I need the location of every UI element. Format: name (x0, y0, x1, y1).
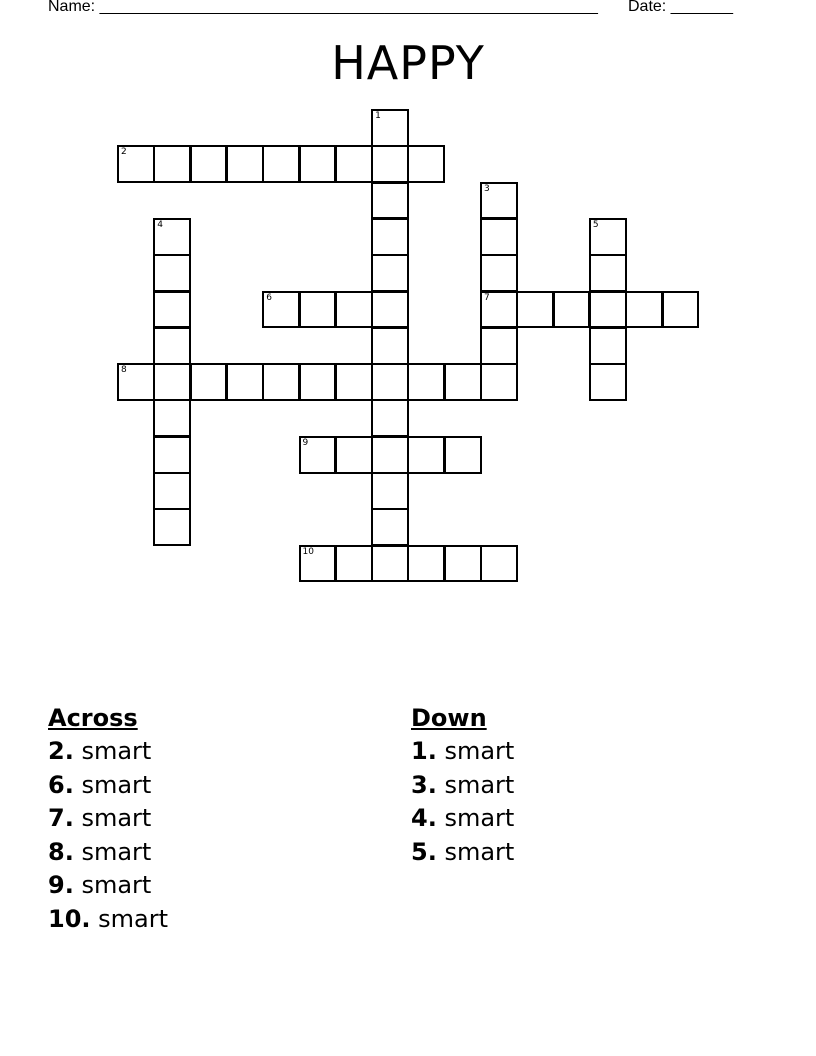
grid-cell[interactable] (190, 363, 228, 401)
clue-number: 7. (48, 804, 74, 832)
grid-cell[interactable] (371, 472, 409, 510)
grid-cell[interactable] (589, 291, 627, 329)
grid-cell[interactable] (117, 145, 155, 183)
grid-cell[interactable] (299, 436, 337, 474)
grid-cell[interactable] (480, 545, 518, 583)
clue-number: 9. (48, 871, 74, 899)
cell-number: 9 (302, 437, 309, 448)
grid-cell[interactable] (407, 145, 445, 183)
clue-number: 3. (411, 770, 437, 799)
down-clues (411, 703, 514, 869)
grid-cell[interactable] (226, 363, 264, 401)
grid-cell[interactable] (444, 436, 482, 474)
clue-text: smart (444, 804, 515, 832)
across-clue (48, 735, 168, 769)
grid-cell[interactable] (553, 291, 591, 329)
grid-cell[interactable] (299, 363, 337, 401)
grid-cell[interactable] (371, 182, 409, 220)
cell-number: 1 (375, 111, 381, 121)
down-clue (411, 735, 514, 769)
grid-cell[interactable] (589, 327, 627, 365)
clue-text: smart (81, 871, 152, 899)
grid-cell[interactable] (371, 145, 409, 183)
clue-text: smart (444, 737, 515, 765)
grid-cell[interactable] (153, 472, 191, 510)
grid-cell[interactable] (153, 291, 191, 329)
clue-number: 1. (411, 737, 437, 765)
grid-cell[interactable] (480, 254, 518, 292)
grid-cell[interactable] (262, 363, 300, 401)
grid-cell[interactable] (407, 363, 445, 401)
grid-cell[interactable] (480, 327, 518, 365)
grid-cell[interactable] (262, 145, 300, 183)
down-clue (411, 836, 514, 870)
grid-cell[interactable] (371, 218, 409, 256)
grid-cell[interactable] (444, 363, 482, 401)
grid-cell[interactable] (153, 327, 191, 365)
grid-cell[interactable] (153, 254, 191, 292)
grid-cell[interactable] (371, 254, 409, 292)
grid-cell[interactable] (589, 363, 627, 401)
clue-text: smart (81, 737, 152, 765)
grid-cell[interactable] (226, 145, 264, 183)
across-clue (48, 903, 168, 937)
grid-cell[interactable] (299, 145, 337, 183)
grid-cell[interactable] (371, 327, 409, 365)
grid-cell[interactable] (153, 145, 191, 183)
clue-number: 5. (411, 837, 437, 866)
clue-number: 10. (48, 904, 91, 933)
grid-cell[interactable] (153, 363, 191, 401)
cell-number: 3 (484, 183, 490, 194)
across-heading: Across (48, 704, 138, 732)
grid-cell[interactable] (662, 291, 700, 329)
down-clue (411, 769, 514, 803)
grid-cell[interactable] (371, 399, 409, 437)
cell-number: 7 (484, 292, 490, 303)
grid-cell[interactable] (153, 508, 191, 546)
across-clues (48, 703, 168, 936)
grid-cell[interactable] (299, 545, 337, 583)
across-clue (48, 836, 168, 870)
clue-text: smart (81, 770, 152, 799)
grid-cell[interactable] (480, 218, 518, 256)
grid-cell[interactable] (299, 291, 337, 329)
grid-cell[interactable] (371, 363, 409, 401)
across-clue (48, 769, 168, 803)
grid-cell[interactable] (371, 508, 409, 546)
clue-number: 8. (48, 837, 74, 866)
puzzle-title: HAPPY (331, 36, 485, 90)
clue-number: 4. (411, 804, 437, 832)
grid-cell[interactable] (444, 545, 482, 583)
clue-number: 2. (48, 737, 74, 765)
clue-text: smart (98, 904, 169, 933)
clue-text: smart (444, 837, 515, 866)
grid-cell[interactable] (589, 254, 627, 292)
grid-cell[interactable] (335, 145, 373, 183)
clue-number: 6. (48, 770, 74, 799)
grid-cell[interactable] (335, 436, 373, 474)
down-clue (411, 802, 514, 836)
cell-number: 5 (592, 219, 599, 230)
grid-cell[interactable] (153, 399, 191, 437)
grid-cell[interactable] (371, 545, 409, 583)
grid-cell[interactable] (407, 545, 445, 583)
grid-cell[interactable] (625, 291, 663, 329)
grid-cell[interactable] (335, 291, 373, 329)
clue-text: smart (81, 837, 152, 866)
date-field[interactable]: Date: _______ (628, 0, 733, 15)
grid-cell[interactable] (335, 363, 373, 401)
grid-cell[interactable] (371, 436, 409, 474)
grid-cell[interactable] (262, 291, 300, 329)
grid-cell[interactable] (589, 218, 627, 256)
clue-text: smart (444, 770, 515, 799)
across-clue (48, 869, 168, 903)
across-clue (48, 802, 168, 836)
name-field[interactable]: Name: ________________________________________________________ (48, 0, 598, 15)
cell-number: 2 (121, 147, 127, 158)
grid-cell[interactable] (153, 436, 191, 474)
grid-cell[interactable] (371, 291, 409, 329)
grid-cell[interactable] (117, 363, 155, 401)
grid-cell[interactable] (190, 145, 228, 183)
grid-cell[interactable] (335, 545, 373, 583)
cell-number: 8 (121, 365, 127, 376)
grid-cell[interactable] (407, 436, 445, 474)
grid-cell[interactable] (516, 291, 554, 329)
cell-number: 6 (266, 292, 272, 303)
cell-number: 4 (157, 219, 164, 230)
cell-number: 10 (302, 546, 314, 557)
grid-cell[interactable] (153, 218, 191, 256)
grid-cell[interactable] (480, 291, 518, 329)
grid-cell[interactable] (371, 109, 409, 147)
grid-cell[interactable] (480, 363, 518, 401)
clue-text: smart (81, 804, 152, 832)
down-heading: Down (411, 704, 487, 732)
grid-cell[interactable] (480, 182, 518, 220)
